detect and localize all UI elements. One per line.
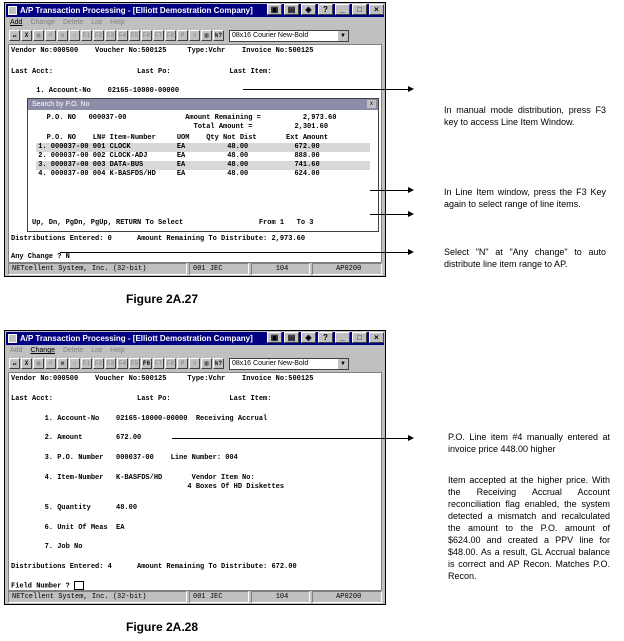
f7-key-icon[interactable]: F7 [154, 32, 163, 39]
menu-delete[interactable]: Delete [63, 19, 84, 26]
f8-key-icon[interactable]: F8 [166, 360, 175, 367]
table-row[interactable]: 3. 000037-00 003 DATA-BUS EA 48.00 741.60 [34, 161, 320, 169]
f4-key-icon[interactable]: F4 [118, 360, 127, 367]
menu-add[interactable]: Add [10, 347, 23, 354]
menu-help[interactable]: Help [110, 19, 125, 26]
calc-icon[interactable]: # [45, 30, 56, 41]
f2-key-icon[interactable]: F2 [94, 32, 103, 39]
font-select[interactable] [229, 358, 349, 370]
help-pointer-icon[interactable]: k? [214, 32, 223, 39]
field-number-prompt [11, 581, 84, 591]
table-row[interactable]: 2. 000037-00 002 CLOCK-ADJ EA 48.00 888.00 [34, 152, 320, 160]
annotation-select-range: In Line Item window, press the F3 Key again to select range of line items. [444, 187, 606, 209]
window-figure2 [4, 330, 386, 605]
minimize-icon[interactable]: _ [335, 4, 350, 15]
menu-delete[interactable]: Delete [63, 347, 84, 354]
f6-key-icon[interactable]: F6 [142, 360, 151, 367]
menu-add[interactable]: Add [10, 19, 23, 26]
cancel-icon[interactable]: X [21, 358, 32, 369]
close-icon[interactable]: × [369, 4, 384, 15]
tile-icon[interactable]: ▤ [284, 4, 299, 15]
maximize-icon[interactable]: □ [352, 332, 367, 343]
cancel-icon[interactable]: X [21, 30, 32, 41]
cascade-icon[interactable]: ◈ [301, 4, 316, 15]
toolbar [6, 356, 384, 371]
distributions-line: Distributions Entered: 4 Amount Remaining To Distribute: 672.00 [11, 563, 297, 571]
window-title: A/P Transaction Processing - [Elliott Demostration Company] [20, 6, 253, 15]
job-no-field[interactable]: 7. Job No [11, 543, 83, 551]
table-header: P.O. NO LN# Item-Number UOM Qty Not Dist Ext Amount [34, 134, 329, 142]
status-terminal: 104 [251, 263, 311, 275]
header-line-last: Last Acct: Last Po: Last Item: [11, 395, 272, 403]
maximize-icon[interactable]: □ [352, 4, 367, 15]
popup-title: Search by P.O. No [32, 101, 90, 108]
f4-key-icon[interactable]: F4 [118, 32, 127, 39]
menu-bar [6, 345, 384, 356]
toolbar-icon[interactable]: ▣ [267, 332, 282, 343]
font-select-value: 08x16 Courier New-Bold [232, 359, 309, 367]
popup-title-bar [28, 99, 378, 110]
enter-icon[interactable]: ↵ [9, 358, 20, 369]
list-icon[interactable]: ≡ [189, 358, 200, 369]
annotation-po-line-item: P.O. Line item #4 manually entered at invoice price 448.00 higher [448, 432, 610, 454]
help-icon[interactable]: ? [318, 332, 333, 343]
status-terminal: 104 [251, 591, 311, 603]
header-line-vendor: Vendor No:000500 Voucher No:500125 Type:Vchr Invoice No:500125 [11, 47, 314, 55]
help-icon[interactable]: ? [318, 4, 333, 15]
font-select[interactable] [229, 30, 349, 42]
list-icon[interactable]: ≡ [189, 30, 200, 41]
grid-icon[interactable]: ▦ [33, 358, 44, 369]
key-icon[interactable]: ○ [69, 358, 80, 369]
status-company: NETcellent System, Inc. (32-bit) [8, 591, 187, 603]
table-row[interactable]: 1. 000037-00 001 CLOCK EA 48.00 672.00 [34, 143, 320, 151]
window-icon[interactable]: ▥ [201, 30, 212, 41]
app-icon [8, 6, 17, 15]
table-row[interactable]: 4. 000037-00 004 K-BASFDS/HD EA 48.00 624.00 [34, 170, 320, 178]
popup-footer: Up, Dn, PgDn, PgUp, RETURN To Select From 1 To 3 [32, 219, 314, 227]
app-icon [8, 334, 17, 343]
f5-key-icon[interactable]: F5 [130, 360, 139, 367]
annotation-f3-line-item: In manual mode distribution, press F3 key to access Line Item Window. [444, 105, 606, 127]
f5-key-icon[interactable]: F5 [130, 32, 139, 39]
window-icon[interactable]: ▥ [201, 358, 212, 369]
tile-icon[interactable]: ▤ [284, 332, 299, 343]
header-line-vendor: Vendor No:000500 Voucher No:500125 Type:Vchr Invoice No:500125 [11, 375, 314, 383]
header-line-last: Last Acct: Last Po: Last Item: [11, 68, 272, 76]
menu-change[interactable]: Change [30, 19, 55, 26]
unit-of-measure-field[interactable]: 6. Unit Of Meas EA [11, 524, 125, 532]
line-item-window [27, 98, 379, 232]
total-amount-line: Total Amount = 2,301.60 [34, 123, 329, 131]
annotation-item-accepted: Item accepted at the higher price. With the Receiving Accrual Account reconciliation flag enabled, the system detected a mismatch and recalculated the amount to the P.O. amount of $624.00 and created a PPV line for $48.00. As a result, GL Accrual balance is correct and AP Recon. Matches P.O. Recon. [448, 475, 610, 581]
chevron-down-icon[interactable]: ▼ [338, 359, 348, 369]
f8-key-icon[interactable]: F8 [166, 32, 175, 39]
amount-field[interactable]: 2. Amount 672.00 [11, 434, 142, 442]
account-field[interactable]: 1. Account-No 02165-10000-00000 Receiving Accrual [11, 415, 268, 423]
menu-bar [6, 17, 384, 28]
status-bar [8, 263, 382, 275]
calc-icon[interactable]: # [45, 358, 56, 369]
annotation-arrow-2 [370, 190, 408, 191]
any-change-label: Any Change ? N [11, 253, 70, 261]
figure-caption-2: Figure 2A.28 [126, 620, 199, 634]
f7-key-icon[interactable]: F7 [154, 360, 163, 367]
annotation-arrow-4 [60, 252, 408, 253]
gear-icon[interactable]: ⚙ [57, 358, 68, 369]
font-select-value: 08x16 Courier New-Bold [232, 31, 309, 39]
minimize-icon[interactable]: _ [335, 332, 350, 343]
status-program: AP0200 [312, 591, 382, 603]
status-user: 001 JEC [189, 263, 249, 275]
menu-change[interactable]: Change [30, 347, 55, 354]
chevron-down-icon[interactable]: ▼ [338, 31, 348, 41]
print-icon[interactable]: P [177, 358, 188, 369]
close-icon[interactable]: × [369, 332, 384, 343]
window-title: A/P Transaction Processing - [Elliott Demostration Company] [20, 334, 253, 343]
annotation-arrow-5 [172, 438, 408, 439]
po-no-line: P.O. NO 000037-00 Amount Remaining = 2,973.60 [34, 114, 337, 122]
terminal-screen [8, 372, 382, 591]
enter-icon[interactable]: ↵ [9, 30, 20, 41]
menu-list[interactable]: List [91, 347, 103, 354]
figure-caption-1: Figure 2A.27 [126, 292, 199, 306]
status-bar [8, 591, 382, 603]
status-user: 001 JEC [189, 591, 249, 603]
item-number-field[interactable]: 4. Item-Number K-BASFDS/HD Vendor Item No: [11, 474, 255, 482]
help-pointer-icon[interactable]: k? [214, 360, 223, 367]
annotation-arrow-1 [243, 89, 408, 90]
key-icon[interactable]: ○ [69, 30, 80, 41]
menu-help[interactable]: Help [110, 347, 125, 354]
annotation-any-change: Select "N" at "Any change" to auto distribute line item range to AP. [444, 247, 606, 269]
f3-key-icon[interactable]: F3 [106, 360, 115, 367]
status-company: NETcellent System, Inc. (32-bit) [8, 263, 187, 275]
field-number-input[interactable] [74, 581, 84, 590]
f2-key-icon[interactable]: F2 [94, 360, 103, 367]
distributions-line: Distributions Entered: 0 Amount Remaining To Distribute: 2,973.60 [11, 235, 306, 243]
account-field: 1. Account-No 02165-10000-00000 [11, 87, 180, 95]
f3-key-icon[interactable]: F3 [106, 32, 115, 39]
cascade-icon[interactable]: ◈ [301, 332, 316, 343]
print-icon[interactable]: P [177, 30, 188, 41]
any-change-prompt [11, 253, 70, 262]
quantity-field[interactable]: 5. Quantity 48.00 [11, 504, 138, 512]
vendor-item-description: 4 Boxes Of HD Diskettes [11, 483, 285, 491]
f1-key-icon[interactable]: F1 [82, 32, 91, 39]
toolbar-icon[interactable]: ▣ [267, 4, 282, 15]
field-number-label: Field Number ? [11, 582, 70, 591]
f6-key-icon[interactable]: F6 [142, 32, 151, 39]
f1-key-icon[interactable]: F1 [82, 360, 91, 367]
menu-list[interactable]: List [91, 19, 103, 26]
grid-icon[interactable]: ▦ [33, 30, 44, 41]
title-buttons [267, 332, 384, 344]
annotation-arrow-3 [370, 214, 408, 215]
gear-icon[interactable]: ⚙ [57, 30, 68, 41]
title-buttons [267, 4, 384, 16]
status-program: AP0200 [312, 263, 382, 275]
toolbar [6, 28, 384, 43]
po-number-field[interactable]: 3. P.O. Number 000037-00 Line Number: 004 [11, 454, 238, 462]
window-figure1 [4, 2, 386, 277]
popup-close-icon[interactable]: x [367, 100, 376, 108]
